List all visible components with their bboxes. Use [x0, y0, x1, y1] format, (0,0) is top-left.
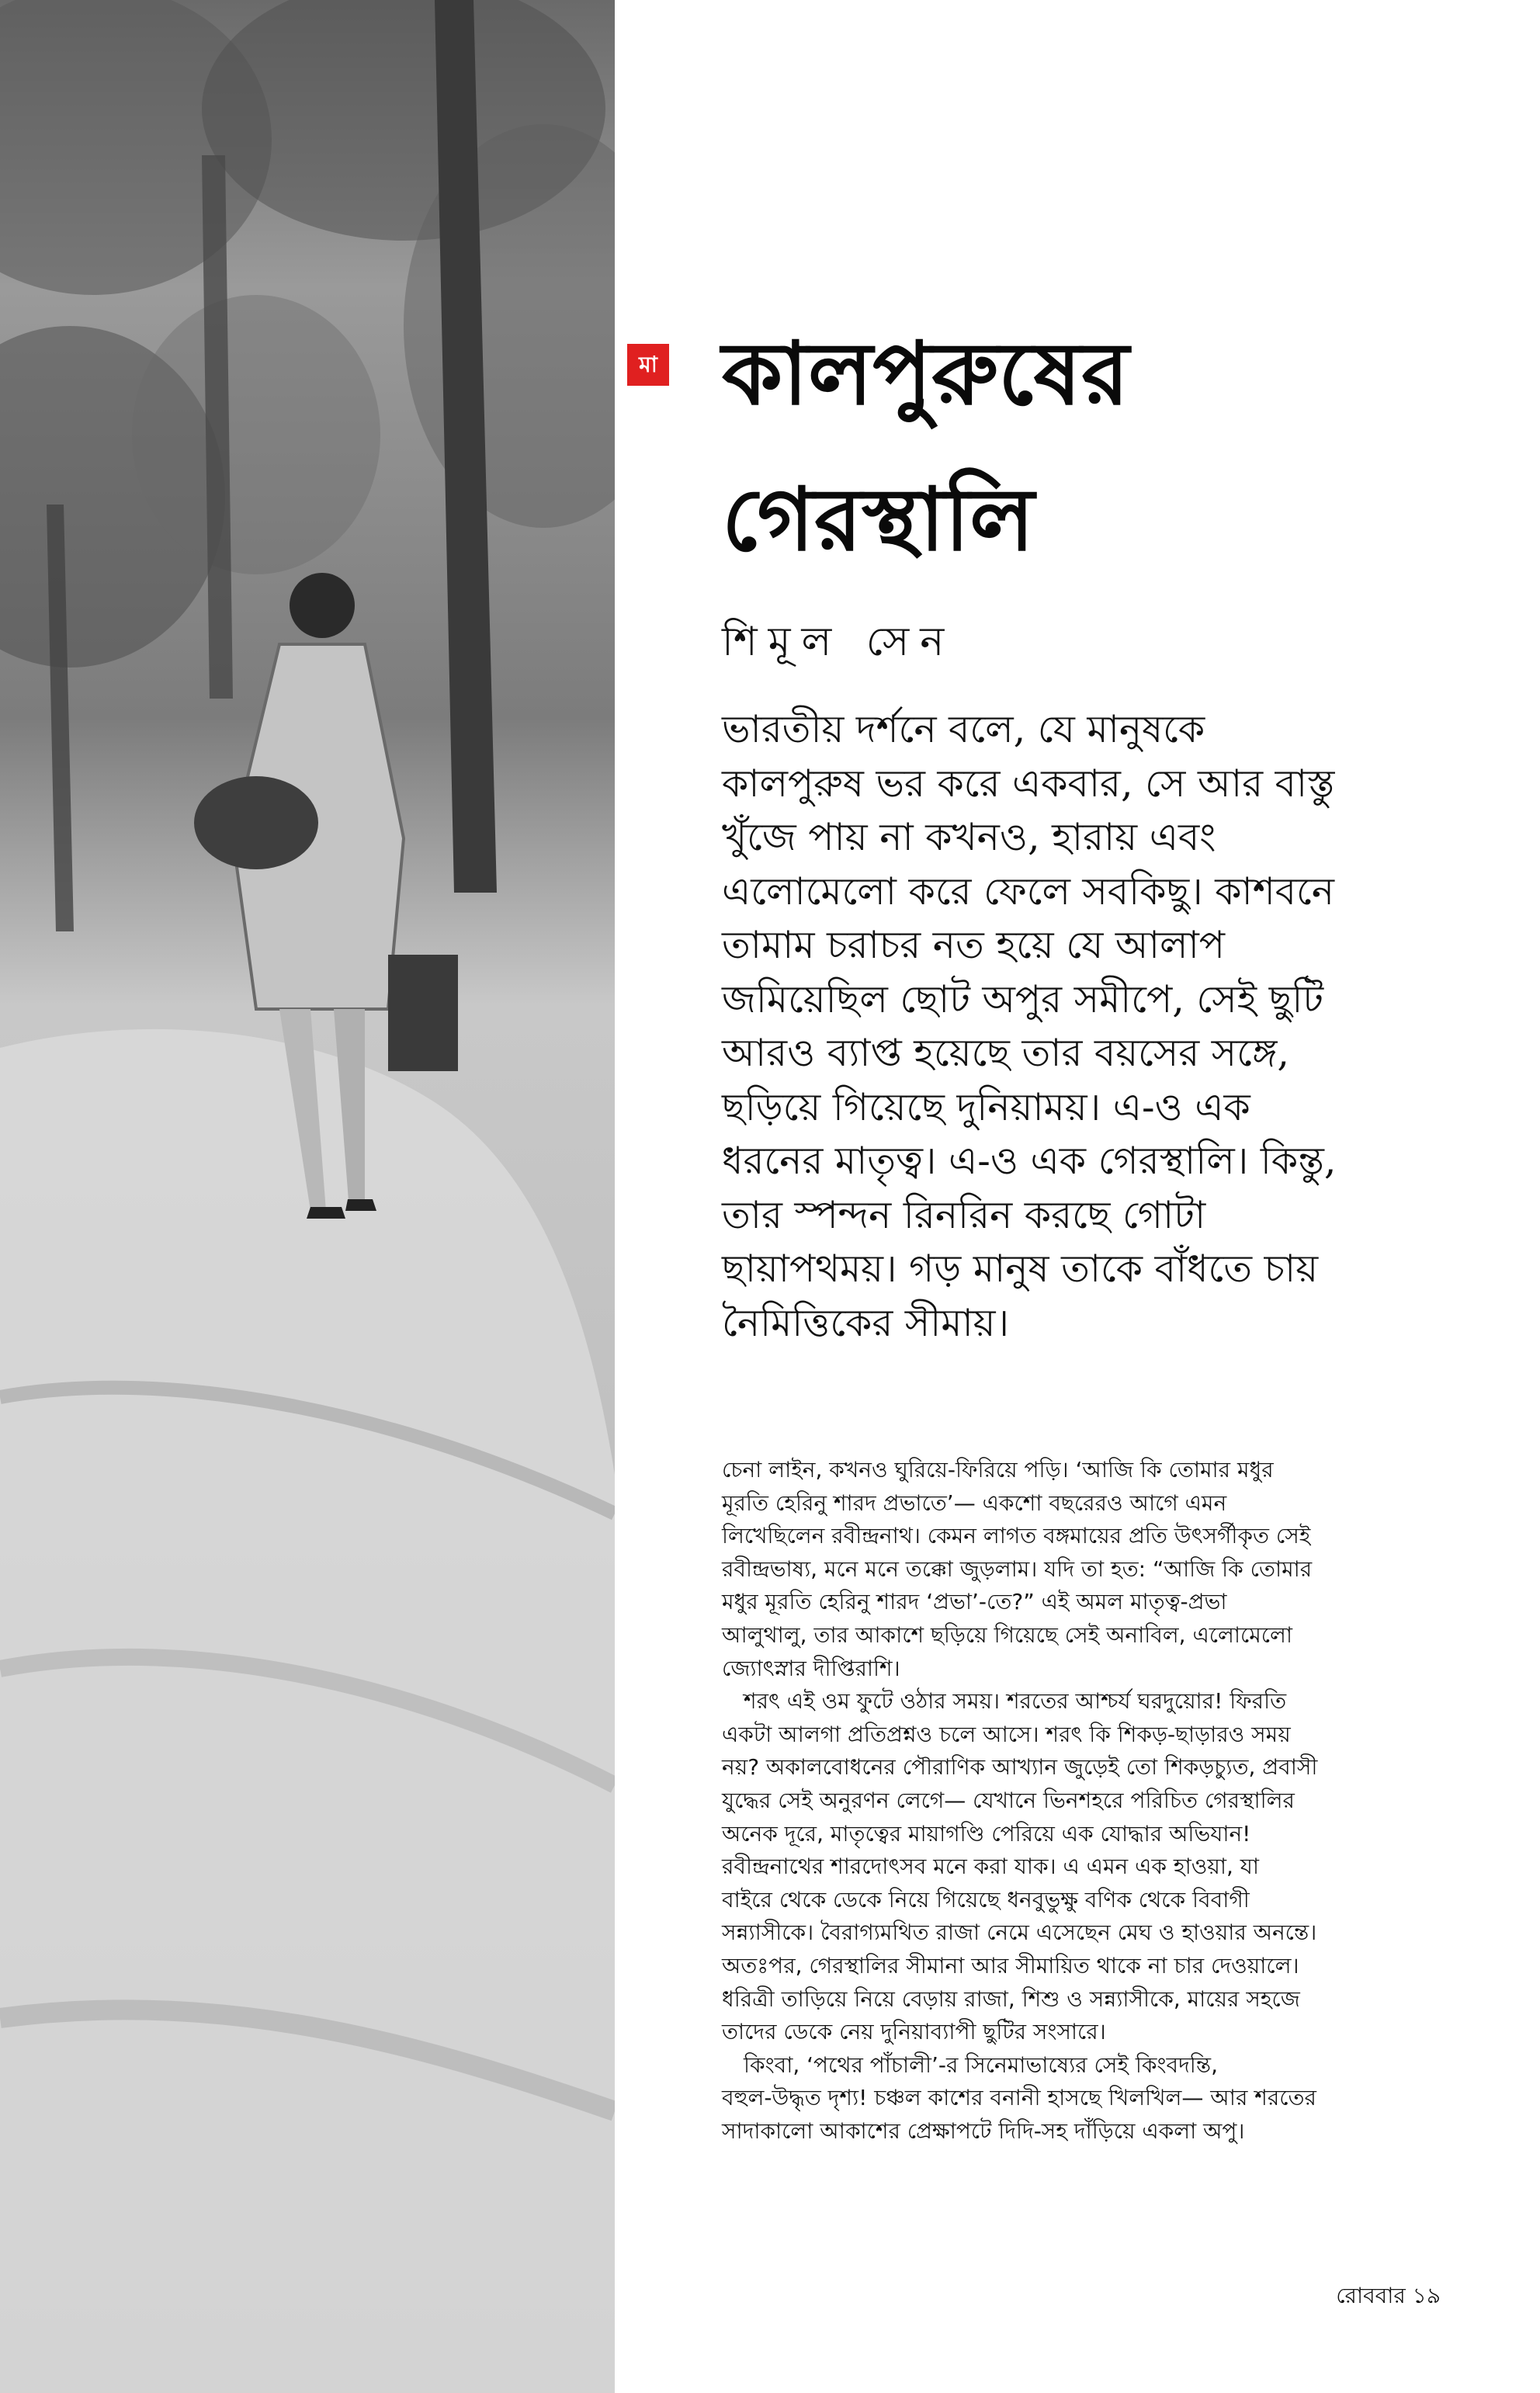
lead-paragraph — [722, 702, 1498, 1350]
body-line: একটা আলগা প্রতিপ্রশ্নও চলে আসে। শরৎ কি শিকড়-ছাড়ারও সময় — [722, 1721, 1291, 1747]
lead-line: তার স্পন্দন রিনরিন করছে গোটা — [722, 1192, 1206, 1237]
body-line: মধুর মূরতি হেরিনু শারদ ‘প্রভা’-তে?” এই অমল মাতৃত্ব-প্রভা — [722, 1589, 1227, 1615]
body-line: বাইরে থেকে ডেকে নিয়ে গিয়েছে ধনবুভুক্ষু বণিক থেকে বিবাগী — [722, 1886, 1250, 1913]
lead-line: নৈমিত্তিকের সীমায়। — [722, 1300, 1010, 1345]
body-line: মূরতি হেরিনু শারদ প্রভাতে’— একশো বছরেরও আগে এমন — [722, 1490, 1227, 1516]
body-line: রবীন্দ্রনাথের শারদোৎসব মনে করা যাক। এ এমন এক হাওয়া, যা — [722, 1854, 1260, 1880]
body-line: আলুথালু, তার আকাশে ছড়িয়ে গিয়েছে সেই অনাবিল, এলোমেলো — [722, 1621, 1293, 1648]
body-line: জ্যোৎস্নার দীপ্তিরাশি। — [722, 1655, 900, 1681]
body-line: কিংবা, ‘পথের পাঁচালী’-র সিনেমাভাষ্যের সেই কিংবদন্তি, — [744, 2051, 1218, 2078]
body-text — [722, 1454, 1498, 2148]
body-line: ধরিত্রী তাড়িয়ে নিয়ে বেড়ায় রাজা, শিশু ও সন্ন্যাসীকে, মায়ের সহজে — [722, 1985, 1300, 2012]
body-line: তাদের ডেকে নেয় দুনিয়াব্যাপী ছুটির সংসারে। — [722, 2019, 1106, 2045]
lead-line: জমিয়েছিল ছোট অপুর সমীপে, সেই ছুটি — [722, 976, 1324, 1021]
lead-line: আরও ব্যাপ্ত হয়েছে তার বয়সের সঙ্গে, — [722, 1031, 1289, 1075]
body-line: চেনা লাইন, কখনও ঘুরিয়ে-ফিরিয়ে পড়ি। ‘আজি কি তোমার মধুর — [722, 1457, 1274, 1483]
article-title-line-1: কালপুরুষের — [722, 323, 1129, 425]
body-line: অনেক দূরে, মাতৃত্বের মায়াগণ্ডি পেরিয়ে এক যোদ্ধার অভিযান! — [722, 1820, 1251, 1847]
body-line: যুদ্ধের সেই অনুরণন লেগে— যেখানে ভিনশহরে পরিচিত গেরস্থালির — [722, 1787, 1295, 1813]
lead-line: তামাম চরাচর নত হয়ে যে আলাপ — [722, 923, 1226, 967]
body-line: শরৎ এই ওম ফুটে ওঠার সময়। শরতের আশ্চর্য ঘরদুয়োর! ফিরতি — [744, 1688, 1287, 1715]
lead-line: কালপুরুষ ভর করে একবার, সে আর বাস্তু — [722, 761, 1335, 806]
cover-photo — [0, 0, 615, 2393]
body-line: লিখেছিলেন রবীন্দ্রনাথ। কেমন লাগত বঙ্গমায়ের প্রতি উৎসর্গীকৃত সেই — [722, 1523, 1311, 1549]
body-line: রবীন্দ্রভাষ্য, মনে মনে তক্কো জুড়লাম। যদি তা হত: “আজি কি তোমার — [722, 1555, 1313, 1582]
body-line: সন্ন্যাসীকে। বৈরাগ্যমথিত রাজা নেমে এসেছেন মেঘ ও হাওয়ার অনন্তে। — [722, 1920, 1317, 1946]
body-line: বহুল-উদ্ধৃত দৃশ্য! চঞ্চল কাশের বনানী হাসছে খিলখিল— আর শরতের — [722, 2085, 1316, 2111]
lead-line: ছড়িয়ে গিয়েছে দুনিয়াময়। এ-ও এক — [722, 1084, 1250, 1129]
section-badge: মা — [627, 344, 669, 386]
lead-line: এলোমেলো করে ফেলে সবকিছু। কাশবনে — [722, 869, 1334, 914]
lead-line: ধরনের মাতৃত্ব। এ-ও এক গেরস্থালি। কিন্তু, — [722, 1139, 1337, 1183]
body-line: অতঃপর, গেরস্থালির সীমানা আর সীমায়িত থাকে না চার দেওয়ালে। — [722, 1952, 1299, 1979]
lead-line: ভারতীয় দর্শনে বলে, যে মানুষকে — [722, 707, 1205, 751]
body-line: সাদাকালো আকাশের প্রেক্ষাপটে দিদি-সহ দাঁড়িয়ে একলা অপু। — [722, 2117, 1245, 2144]
author-byline: শিমূল সেন — [722, 619, 956, 665]
article-title-line-2: গেরস্থালি — [722, 469, 1035, 571]
page-folio: রোববার ১৯ — [1336, 2283, 1441, 2308]
body-line: নয়? অকালবোধনের পৌরাণিক আখ্যান জুড়েই তো শিকড়চ্যুত, প্রবাসী — [722, 1754, 1318, 1781]
lead-line: খুঁজে পায় না কখনও, হারায় এবং — [722, 815, 1216, 859]
lead-line: ছায়াপথময়। গড় মানুষ তাকে বাঁধতে চায় — [722, 1247, 1319, 1291]
